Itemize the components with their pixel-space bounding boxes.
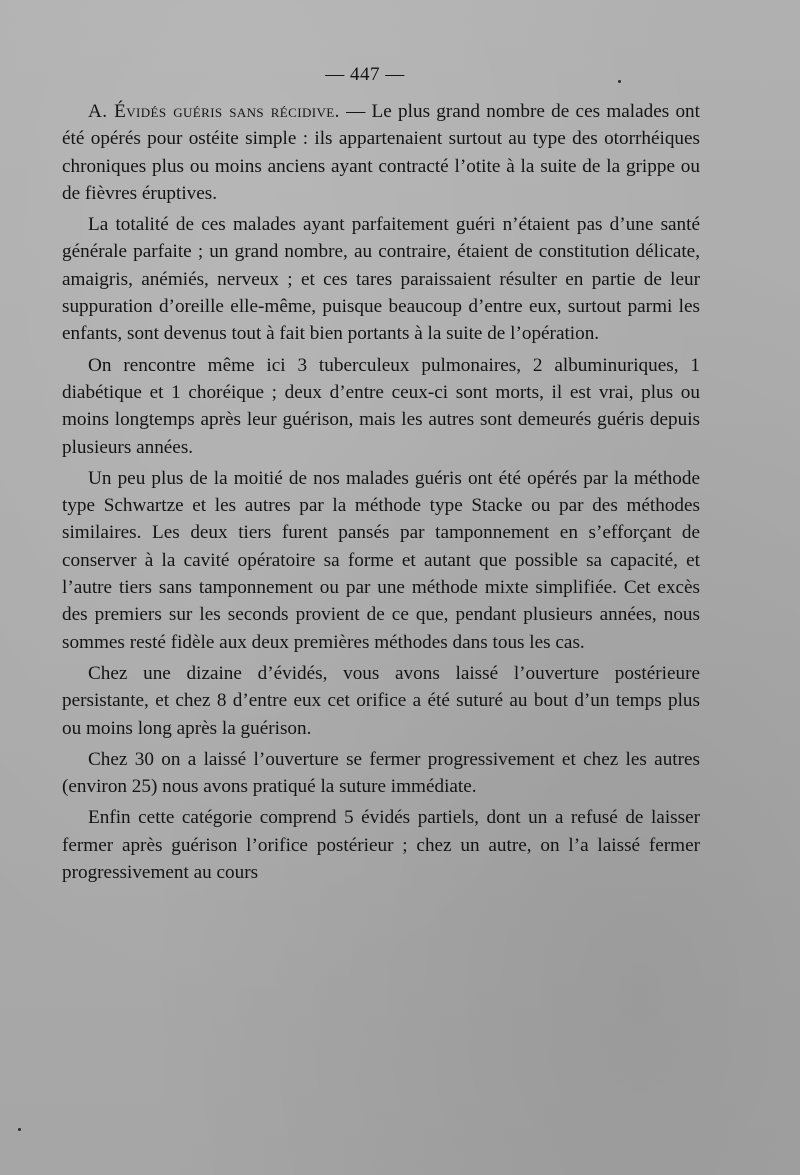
paragraph-evides-gueris — [62, 98, 700, 207]
page-number: — 447 — — [325, 64, 405, 85]
paragraph-suture: Chez 30 on a laissé l’ouverture se fermer progressivement et chez les autres (environ 25) nous avons pratiqué la suture immédiate. — [62, 748, 700, 798]
print-speck — [18, 1128, 21, 1131]
body-text — [62, 98, 700, 890]
paragraph-totalite: La totalité de ces malades ayant parfaitement guéri n’étaient pas d’une santé générale parfaite ; un grand nombre, au contraire, étaient de constitution délicate, amaigris, anémiés, nerveux ; et ces tares paraissaient résulter en partie de leur suppuration d’oreille elle-même, puisque beaucoup d’entre eux, surtout parmi les enfants, sont devenus tout à fait bien portants à la suite de l’opération. — [62, 214, 700, 345]
print-speck — [618, 80, 621, 83]
paragraph-text: — Le plus grand nombre de ces malades ont été opérés pour ostéite simple : ils appartenaient surtout au type des otorrhéiques chroniques plus ou moins anciens ayant contracté l’otite à la suite de la grippe ou de fièvres éruptives. — [62, 101, 700, 204]
section-heading: A. Évidés guéris sans récidive. — [88, 101, 340, 122]
paragraph-tuberculeux: On rencontre même ici 3 tuberculeux pulmonaires, 2 albuminuriques, 1 diabétique et 1 choréique ; deux d’entre ceux-ci sont morts, il est vrai, plus ou moins longtemps après leur guérison, mais les autres sont demeurés guéris depuis plusieurs années. — [62, 354, 700, 458]
paragraph-evides-partiels: Enfin cette catégorie comprend 5 évidés partiels, dont un a refusé de laisser fermer après guérison l’orifice postérieur ; chez un autre, on l’a laissé fermer progressivement au cours — [62, 807, 700, 884]
paragraph-methodes: Un peu plus de la moitié de nos malades guéris ont été opérés par la méthode type Schwartze et les autres par la méthode type Stacke ou par des méthodes similaires. Les deux tiers furent pansés par tamponnement en s’efforçant de conserver à la cavité opératoire sa forme et autant que possible sa capacité, et l’autre tiers sans tamponnement ou par une méthode mixte simplifiée. Cet excès des premiers sur les seconds provient de ce que, pendant plusieurs années, nous sommes resté fidèle aux deux premières méthodes dans tous les cas. — [62, 467, 700, 653]
paragraph-ouverture-persistante: Chez une dizaine d’évidés, vous avons laissé l’ouverture postérieure persistante, et chez 8 d’entre eux cet orifice a été suturé au bout d’un temps plus ou moins long après la guérison. — [62, 662, 700, 739]
